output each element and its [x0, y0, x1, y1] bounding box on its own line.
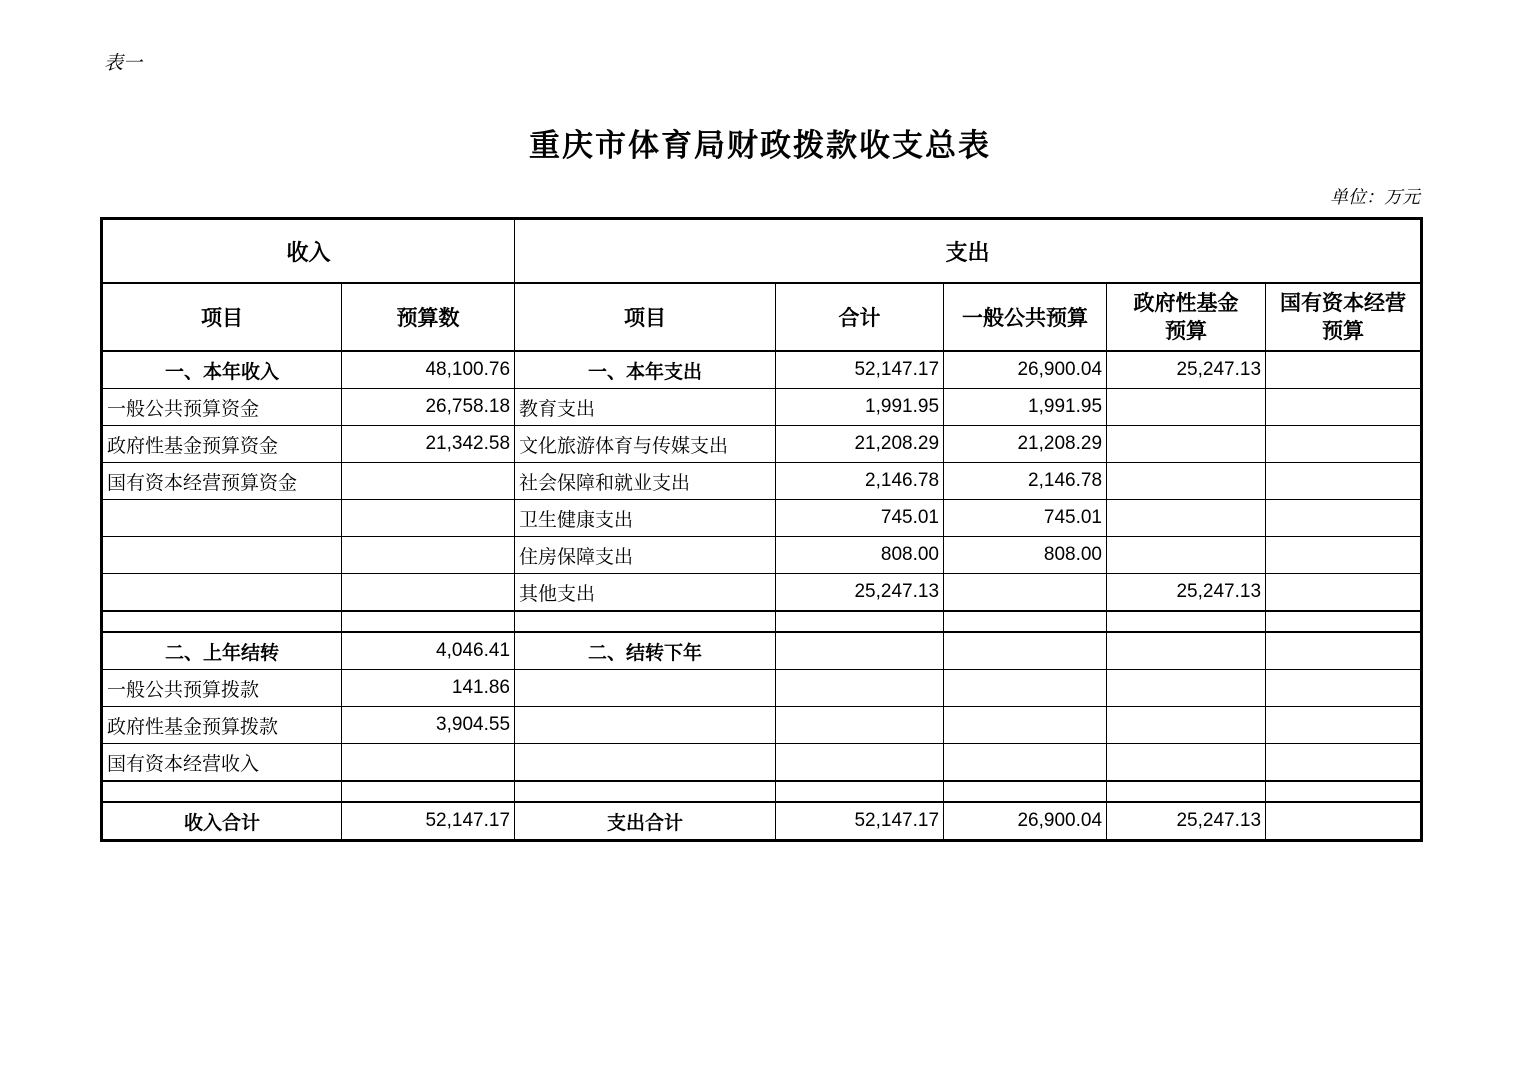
header-income-group: 收入 [102, 219, 515, 284]
cell-state-capital [1266, 389, 1422, 426]
cell-general-public [944, 670, 1107, 707]
cell-general-public [944, 707, 1107, 744]
header-income-item: 项目 [102, 283, 342, 351]
cell-general-public [944, 611, 1107, 632]
cell-state-capital [1266, 426, 1422, 463]
spacer-row [102, 611, 1422, 632]
cell-general-public: 745.01 [944, 500, 1107, 537]
cell-income-value [342, 611, 515, 632]
cell-gov-fund [1107, 632, 1266, 670]
header-expense-group: 支出 [515, 219, 1422, 284]
cell-gov-fund [1107, 670, 1266, 707]
cell-gov-fund [1107, 389, 1266, 426]
cell-total: 745.01 [776, 500, 944, 537]
cell-total [776, 611, 944, 632]
table-row [102, 351, 1422, 389]
cell-expense-item: 社会保障和就业支出 [515, 463, 776, 500]
cell-expense-item [515, 670, 776, 707]
cell-gov-fund: 25,247.13 [1107, 351, 1266, 389]
cell-income-item [102, 611, 342, 632]
table-body [102, 351, 1422, 841]
cell-general-public: 26,900.04 [944, 351, 1107, 389]
cell-income-value [342, 781, 515, 802]
unit-note: 单位：万元 [1330, 187, 1420, 208]
cell-total [776, 707, 944, 744]
cell-total [776, 670, 944, 707]
cell-total [776, 781, 944, 802]
cell-state-capital [1266, 537, 1422, 574]
cell-income-value: 26,758.18 [342, 389, 515, 426]
cell-total [776, 744, 944, 782]
cell-total: 2,146.78 [776, 463, 944, 500]
table-row [102, 707, 1422, 744]
header-expense-state-capital-line2: 预算 [1322, 319, 1365, 343]
cell-income-value: 48,100.76 [342, 351, 515, 389]
table-label: 表一 [104, 52, 143, 74]
cell-general-public [944, 574, 1107, 612]
cell-general-public [944, 632, 1107, 670]
header-expense-item: 项目 [515, 283, 776, 351]
spacer-row [102, 781, 1422, 802]
cell-expense-item: 住房保障支出 [515, 537, 776, 574]
cell-general-public: 26,900.04 [944, 802, 1107, 841]
cell-total: 808.00 [776, 537, 944, 574]
cell-income-value [342, 574, 515, 612]
cell-income-item [102, 537, 342, 574]
cell-income-item [102, 574, 342, 612]
cell-income-value: 4,046.41 [342, 632, 515, 670]
cell-income-value: 52,147.17 [342, 802, 515, 841]
cell-gov-fund: 25,247.13 [1107, 574, 1266, 612]
header-expense-state-capital [1266, 283, 1422, 351]
table-row [102, 463, 1422, 500]
cell-general-public [944, 744, 1107, 782]
cell-state-capital [1266, 670, 1422, 707]
cell-income-value [342, 744, 515, 782]
cell-gov-fund [1107, 781, 1266, 802]
cell-expense-item: 文化旅游体育与传媒支出 [515, 426, 776, 463]
cell-general-public [944, 781, 1107, 802]
table-row [102, 574, 1422, 612]
cell-expense-item [515, 707, 776, 744]
cell-gov-fund [1107, 744, 1266, 782]
cell-total: 25,247.13 [776, 574, 944, 612]
cell-total: 52,147.17 [776, 351, 944, 389]
cell-expense-item: 二、结转下年 [515, 632, 776, 670]
cell-gov-fund [1107, 611, 1266, 632]
cell-income-item: 国有资本经营收入 [102, 744, 342, 782]
cell-general-public: 2,146.78 [944, 463, 1107, 500]
cell-income-item: 政府性基金预算资金 [102, 426, 342, 463]
cell-expense-item [515, 611, 776, 632]
cell-expense-item: 其他支出 [515, 574, 776, 612]
cell-income-item [102, 500, 342, 537]
cell-total: 52,147.17 [776, 802, 944, 841]
cell-gov-fund [1107, 463, 1266, 500]
cell-state-capital [1266, 802, 1422, 841]
cell-income-value: 3,904.55 [342, 707, 515, 744]
header-expense-total: 合计 [776, 283, 944, 351]
table-row [102, 389, 1422, 426]
cell-income-value [342, 463, 515, 500]
cell-income-item: 收入合计 [102, 802, 342, 841]
cell-expense-item: 支出合计 [515, 802, 776, 841]
header-expense-gov-fund-line2: 预算 [1165, 319, 1208, 343]
cell-income-value: 21,342.58 [342, 426, 515, 463]
cell-gov-fund: 25,247.13 [1107, 802, 1266, 841]
cell-income-item: 一般公共预算拨款 [102, 670, 342, 707]
table-row [102, 632, 1422, 670]
table-row [102, 500, 1422, 537]
cell-gov-fund [1107, 426, 1266, 463]
cell-income-value: 141.86 [342, 670, 515, 707]
cell-state-capital [1266, 611, 1422, 632]
header-expense-state-capital-line1: 国有资本经营 [1280, 290, 1407, 315]
page-title: 重庆市体育局财政拨款收支总表 [529, 128, 991, 164]
cell-expense-item [515, 744, 776, 782]
table-row [102, 670, 1422, 707]
cell-expense-item: 教育支出 [515, 389, 776, 426]
cell-state-capital [1266, 707, 1422, 744]
cell-income-item: 政府性基金预算拨款 [102, 707, 342, 744]
cell-total: 21,208.29 [776, 426, 944, 463]
cell-state-capital [1266, 500, 1422, 537]
table-row [102, 802, 1422, 841]
header-income-budget: 预算数 [342, 283, 515, 351]
cell-income-item: 一、本年收入 [102, 351, 342, 389]
cell-income-item: 一般公共预算资金 [102, 389, 342, 426]
cell-income-item [102, 781, 342, 802]
cell-expense-item: 一、本年支出 [515, 351, 776, 389]
cell-general-public: 1,991.95 [944, 389, 1107, 426]
cell-income-value [342, 500, 515, 537]
header-expense-gov-fund-line1: 政府性基金 [1133, 290, 1239, 315]
cell-general-public: 808.00 [944, 537, 1107, 574]
cell-gov-fund [1107, 707, 1266, 744]
cell-state-capital [1266, 574, 1422, 612]
cell-income-item: 二、上年结转 [102, 632, 342, 670]
cell-total [776, 632, 944, 670]
cell-state-capital [1266, 463, 1422, 500]
cell-general-public: 21,208.29 [944, 426, 1107, 463]
header-expense-gov-fund [1107, 283, 1266, 351]
header-expense-general-public: 一般公共预算 [944, 283, 1107, 351]
cell-state-capital [1266, 632, 1422, 670]
cell-state-capital [1266, 351, 1422, 389]
budget-table [100, 217, 1423, 842]
cell-state-capital [1266, 744, 1422, 782]
cell-expense-item: 卫生健康支出 [515, 500, 776, 537]
cell-total: 1,991.95 [776, 389, 944, 426]
cell-income-value [342, 537, 515, 574]
cell-gov-fund [1107, 537, 1266, 574]
header-columns-row [102, 283, 1422, 351]
cell-state-capital [1266, 781, 1422, 802]
cell-expense-item [515, 781, 776, 802]
cell-gov-fund [1107, 500, 1266, 537]
cell-income-item: 国有资本经营预算资金 [102, 463, 342, 500]
table-row [102, 426, 1422, 463]
table-row [102, 744, 1422, 782]
header-group-row [102, 219, 1422, 284]
table-row [102, 537, 1422, 574]
